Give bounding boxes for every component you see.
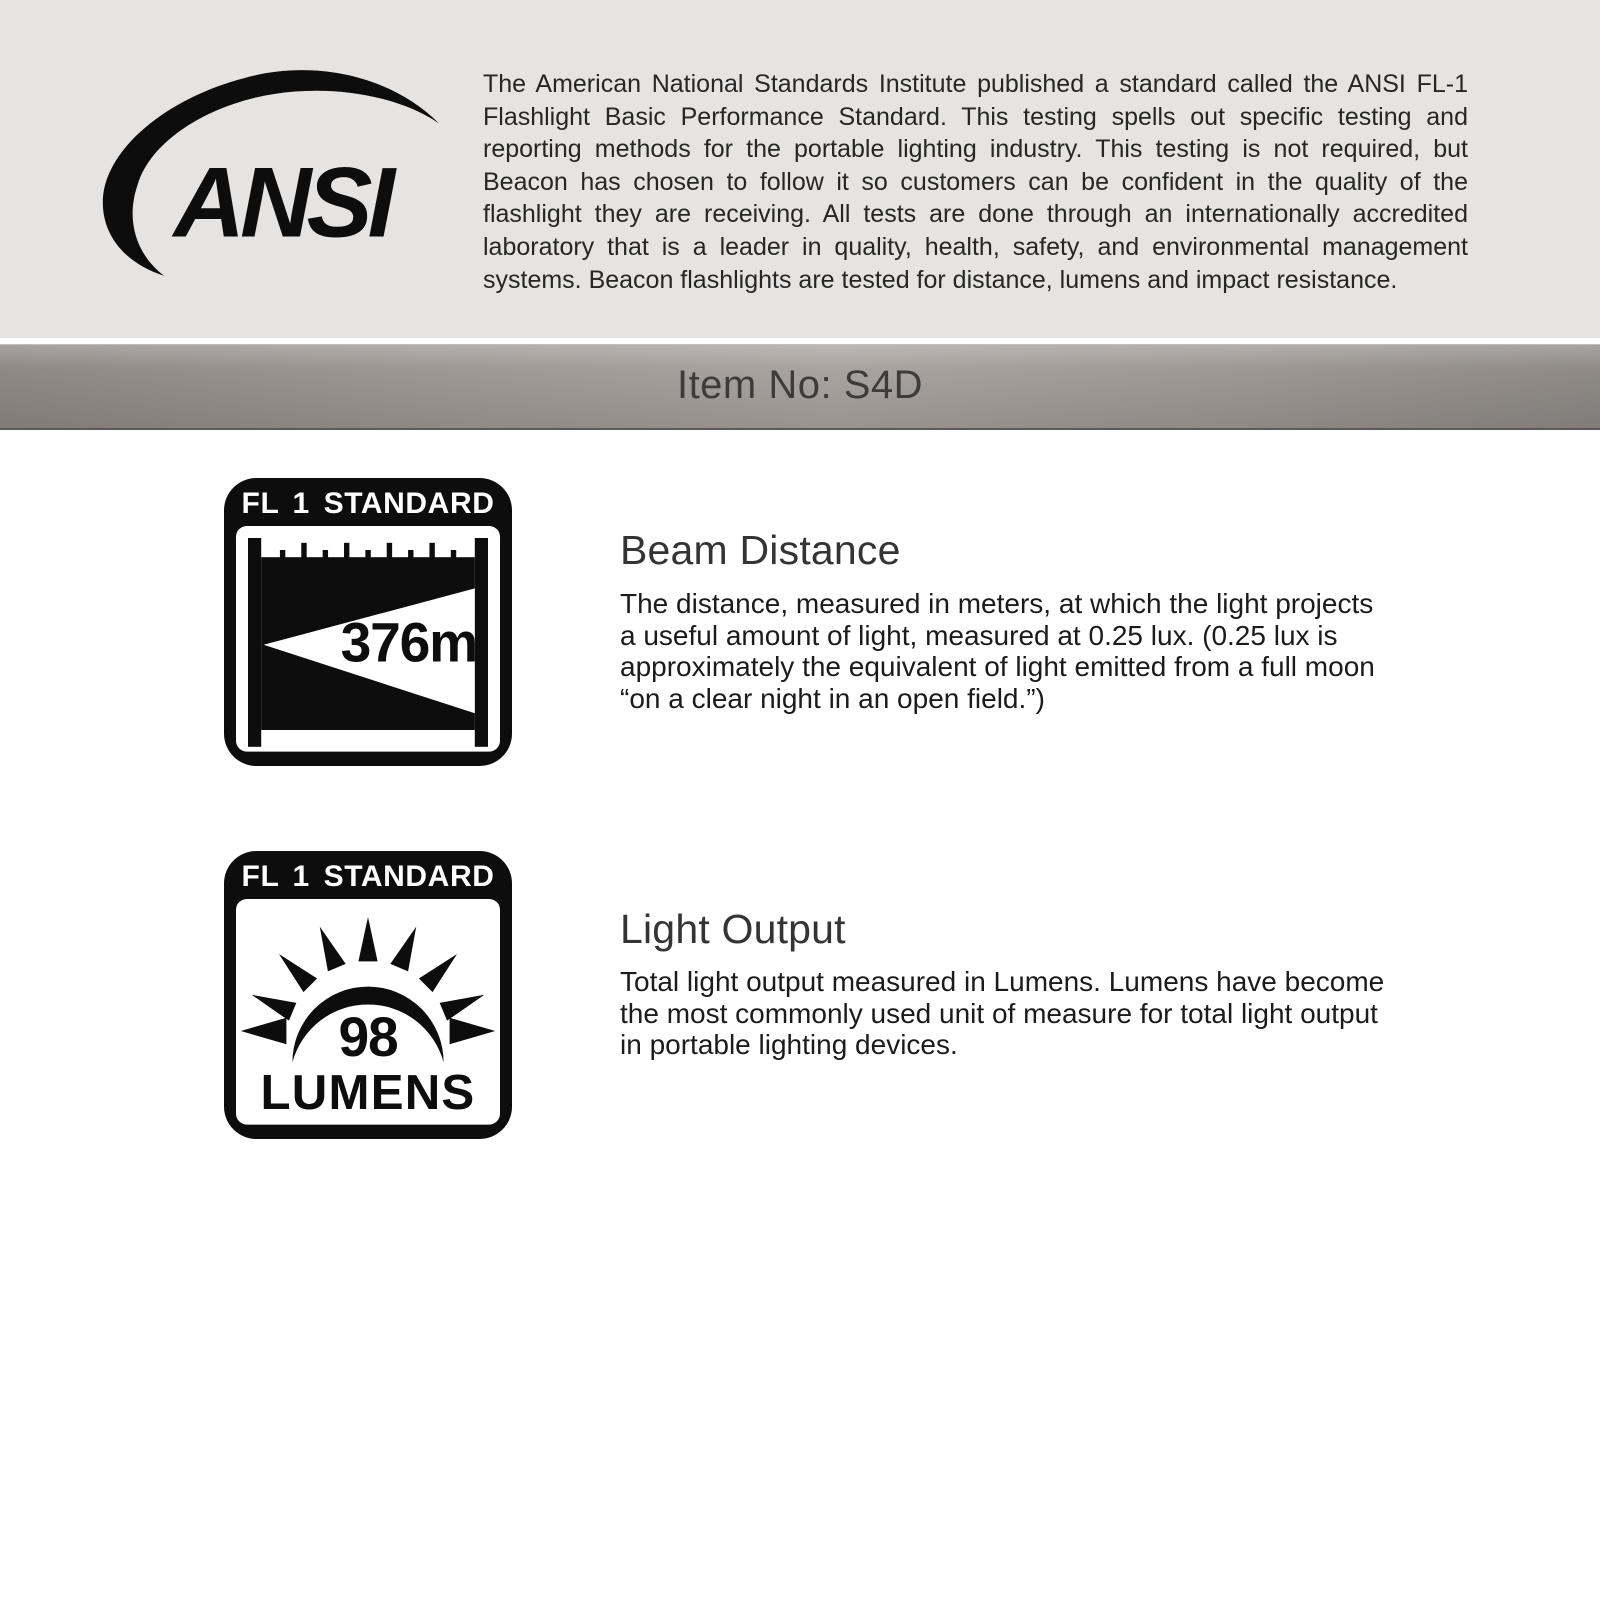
body-line: Total light output measured in Lumens. Lumens have become — [620, 966, 1385, 997]
light-output-badge — [224, 851, 512, 1139]
body-line: a useful amount of light, measured at 0.25 lux. (0.25 lux is — [620, 619, 1338, 651]
light-output-unit: LUMENS — [260, 1065, 476, 1120]
item-number-bar — [0, 344, 1600, 430]
item-number-label: Item No: S4D — [676, 363, 924, 407]
intro-line: reporting methods for the portable lighting industry. This testing is not required, but — [483, 135, 1468, 164]
body-line: “on a clear night in an open field.”) — [620, 682, 1045, 714]
light-output-description — [620, 966, 1384, 1061]
body-line: approximately the equivalent of light emitted from a full moon — [620, 651, 1375, 682]
beam-distance-description — [620, 588, 1375, 714]
body-line: the most commonly used unit of measure for total light output — [620, 997, 1378, 1029]
fl1-standard-label: FL 1 STANDARD — [241, 486, 495, 520]
intro-paragraph — [483, 68, 1468, 296]
intro-line: flashlight they are receiving. All tests are done through an internationally accredited — [483, 200, 1468, 229]
intro-line: laboratory that is a leader in quality, health, safety, and environmental management — [483, 232, 1468, 261]
ansi-logo-text: ANSI — [173, 146, 391, 258]
light-output-title: Light Output — [620, 906, 846, 952]
intro-line: Flashlight Basic Performance Standard. This testing spells out specific testing and — [483, 102, 1468, 131]
header — [0, 0, 1600, 338]
intro-line: The American National Standards Institute published a standard called the ANSI FL-1 — [483, 70, 1468, 98]
light-output-value: 98 — [338, 1006, 398, 1069]
intro-line: systems. Beacon flashlights are tested for distance, lumens and impact resistance. — [483, 265, 1398, 294]
body-line: in portable lighting devices. — [620, 1029, 958, 1060]
ansi-logo — [96, 66, 452, 294]
beam-distance-badge — [224, 478, 512, 766]
body-line: The distance, measured in meters, at which the light projects — [620, 588, 1374, 619]
beam-distance-title: Beam Distance — [620, 527, 901, 573]
fl1-standard-label: FL 1 STANDARD — [241, 859, 495, 893]
intro-line: Beacon has chosen to follow it so customers can be confident in the quality of the — [483, 167, 1468, 196]
beam-distance-value: 376m — [340, 611, 477, 674]
